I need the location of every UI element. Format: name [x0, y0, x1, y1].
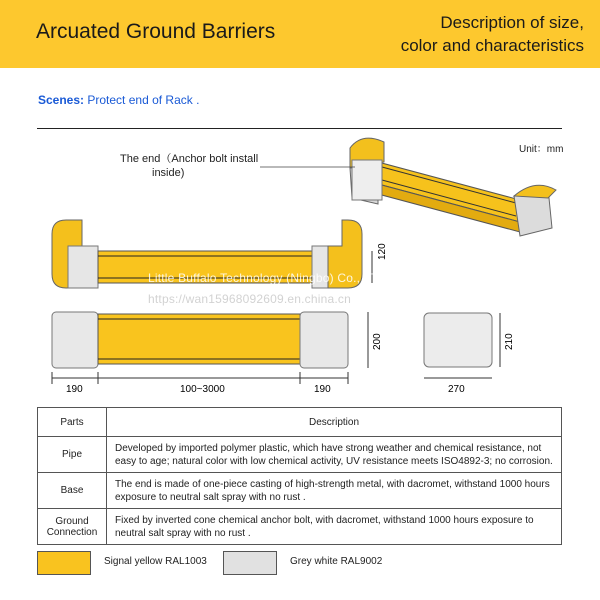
header-description: Description	[107, 408, 562, 437]
dim-200: 200	[372, 333, 383, 350]
end-note-line-1: The end（Anchor bolt install	[120, 153, 259, 165]
side-right-end	[300, 312, 348, 368]
dim-190-left: 190	[66, 384, 83, 395]
table-row	[38, 473, 562, 509]
dim-100-3000: 100~3000	[180, 384, 225, 395]
iso-left-end-body	[352, 160, 382, 200]
row-part: Pipe	[38, 437, 107, 473]
dim-270: 270	[448, 384, 465, 395]
table-header-row	[38, 408, 562, 437]
scenes-text: Protect end of Rack .	[87, 93, 200, 107]
row-part: Ground Connection	[38, 509, 107, 545]
dim-120: 120	[377, 243, 388, 260]
dim-190-right: 190	[314, 384, 331, 395]
scenes-label: Scenes:	[38, 93, 85, 107]
white-swatch-label: Grey white RAL9002	[290, 556, 383, 567]
iso-view	[260, 138, 556, 236]
subtitle-line-1: Description of size,	[440, 13, 584, 32]
row-description: Fixed by inverted cone chemical anchor bolt, with dacromet, withstand 1000 hours exposure to neutral salt spray with no rust .	[107, 509, 562, 545]
end-note-line-2: inside)	[152, 167, 185, 179]
side-pipe	[98, 314, 300, 364]
watermark-line-2: https://wan15968092609.en.china.cn	[148, 292, 351, 306]
iso-right-end-cap	[514, 185, 556, 198]
white-swatch	[223, 551, 277, 575]
side-left-end	[52, 312, 98, 368]
end-note	[120, 152, 258, 180]
table-row	[38, 437, 562, 473]
unit-label: Unit：mm	[519, 144, 564, 155]
table-row	[38, 509, 562, 545]
top-left-block	[68, 246, 98, 288]
page-title: Arcuated Ground Barriers	[36, 20, 276, 43]
dim-210: 210	[504, 333, 515, 350]
row-part: Base	[38, 473, 107, 509]
header-parts: Parts	[38, 408, 107, 437]
spec-table	[37, 407, 562, 545]
end-view	[424, 313, 500, 378]
side-view	[52, 312, 368, 384]
watermark-line-1: Little Buffalo Technology (Ningbo) Co., LTD	[148, 271, 387, 285]
end-body	[424, 313, 492, 367]
yellow-swatch-label: Signal yellow RAL1003	[104, 556, 207, 567]
row-description: The end is made of one-piece casting of high-strength metal, with dacromet, withstand 1000 hours exposure to neutral salt spray with no rust .	[107, 473, 562, 509]
row-description: Developed by imported polymer plastic, which have strong weather and chemical resistance, not easy to age; natural color with low chemical activity, UV resistance meets ISO4892-3; no corrosion.	[107, 437, 562, 473]
subtitle-line-2: color and characteristics	[400, 36, 584, 55]
yellow-swatch	[37, 551, 91, 575]
